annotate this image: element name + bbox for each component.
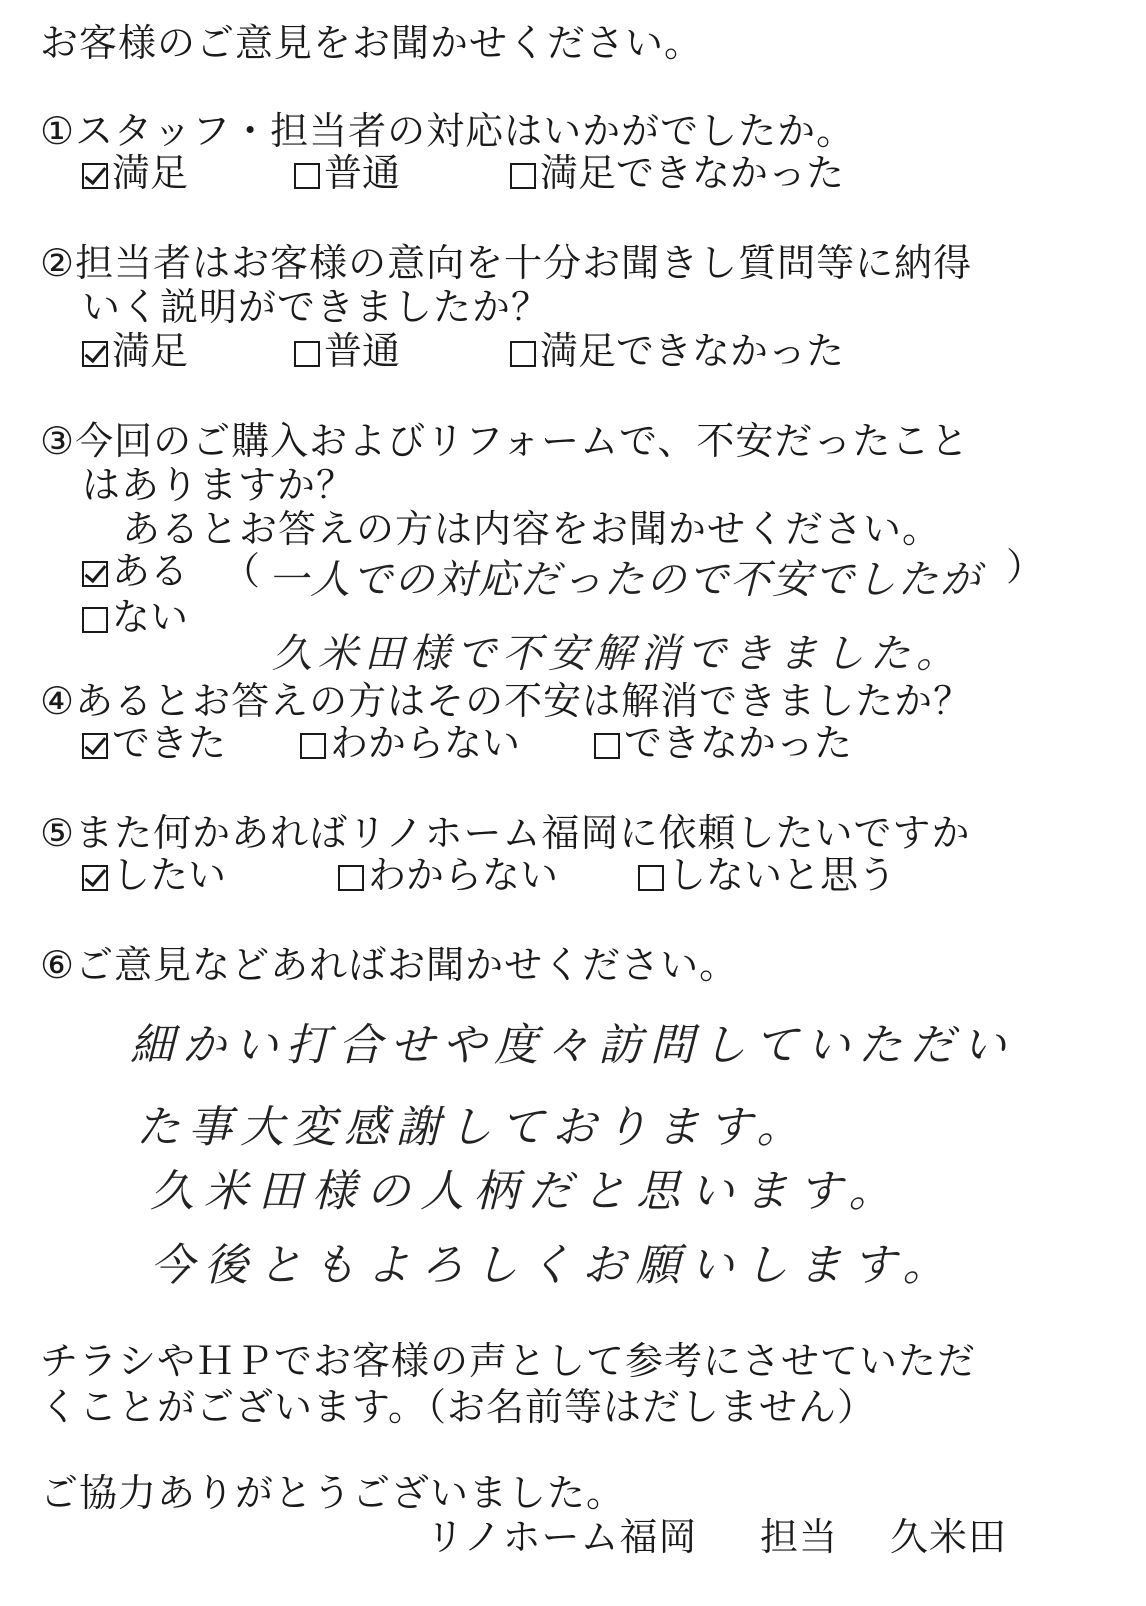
checkbox-icon[interactable] — [638, 865, 664, 891]
q5-option-no[interactable]: しないと思う — [638, 852, 896, 898]
q6-handwritten-answer-line2: た事大変感謝しております。 — [136, 1102, 809, 1153]
staff-label: 担当 — [760, 1515, 839, 1559]
q1-option-satisfied[interactable]: 満足 — [82, 150, 188, 196]
question-2-line1: ②担当者はお客様の意向を十分お聞きし質問等に納得 — [40, 241, 973, 285]
company-name: リノホーム福岡 — [426, 1515, 698, 1559]
footer-thanks: ご協力ありがとうございました。 — [40, 1471, 626, 1515]
q1-option-unsatisfied[interactable]: 満足できなかった — [510, 150, 844, 196]
checkbox-icon[interactable] — [294, 163, 320, 189]
footer-line1: チラシやＨＰでお客様の声として参考にさせていただ — [40, 1339, 977, 1383]
question-3-note: あるとお答えの方は内容をお聞かせください。 — [122, 507, 942, 551]
checkbox-checked-icon[interactable] — [82, 163, 108, 189]
question-5: ⑤また何かあればリノホーム福岡に依頼したいですか — [40, 811, 971, 855]
q3-option-yes[interactable]: ある — [82, 548, 188, 594]
q1-option-normal[interactable]: 普通 — [294, 150, 400, 196]
question-2-line2: いく説明ができましたか？ — [82, 285, 551, 329]
checkbox-checked-icon[interactable] — [82, 341, 108, 367]
checkbox-checked-icon[interactable] — [82, 733, 108, 759]
q3-handwritten-answer-line2: 久米田様で不安解消できました。 — [272, 631, 962, 677]
q4-option-no[interactable]: できなかった — [594, 720, 852, 766]
q6-handwritten-answer-line4: 今後ともよろしくお願いします。 — [150, 1240, 957, 1291]
checkbox-icon[interactable] — [594, 733, 620, 759]
checkbox-icon[interactable] — [510, 163, 536, 189]
q3-close-paren: ） — [1006, 545, 1045, 589]
q3-open-paren: （ — [222, 549, 261, 593]
question-6: ⑥ご意見などあればお聞かせください。 — [40, 943, 739, 987]
question-4: ④あるとお答えの方はその不安は解消できましたか？ — [40, 679, 973, 723]
q4-option-unknown[interactable]: わからない — [300, 720, 520, 766]
question-3-line2: はありますか？ — [82, 463, 356, 507]
checkbox-checked-icon[interactable] — [82, 865, 108, 891]
q3-option-no[interactable]: ない — [82, 594, 188, 640]
q3-handwritten-answer-line1: 一人での対応だったので不安でしたが — [268, 557, 982, 603]
intro-text: お客様のご意見をお聞かせください。 — [40, 21, 704, 65]
q4-option-yes[interactable]: できた — [82, 720, 226, 766]
checkbox-icon[interactable] — [294, 341, 320, 367]
q5-option-unknown[interactable]: わからない — [338, 852, 558, 898]
checkbox-checked-icon[interactable] — [82, 561, 108, 587]
staff-name: 久米田 — [890, 1515, 1008, 1559]
question-1: ①スタッフ・担当者の対応はいかがでしたか。 — [40, 109, 856, 153]
q5-option-yes[interactable]: したい — [82, 852, 226, 898]
q2-option-unsatisfied[interactable]: 満足できなかった — [510, 328, 844, 374]
q2-option-satisfied[interactable]: 満足 — [82, 328, 188, 374]
q6-handwritten-answer-line1: 細かい打合せや度々訪問していただい — [130, 1020, 1014, 1071]
q6-handwritten-answer-line3: 久米田様の人柄だと思います。 — [150, 1166, 903, 1217]
checkbox-icon[interactable] — [300, 733, 326, 759]
q2-option-normal[interactable]: 普通 — [294, 328, 400, 374]
checkbox-icon[interactable] — [338, 865, 364, 891]
checkbox-icon[interactable] — [82, 607, 108, 633]
footer-line2: くことがございます。（お名前等はだしません） — [40, 1385, 876, 1429]
checkbox-icon[interactable] — [510, 341, 536, 367]
question-3-line1: ③今回のご購入およびリフォームで、不安だったこと — [40, 419, 970, 463]
